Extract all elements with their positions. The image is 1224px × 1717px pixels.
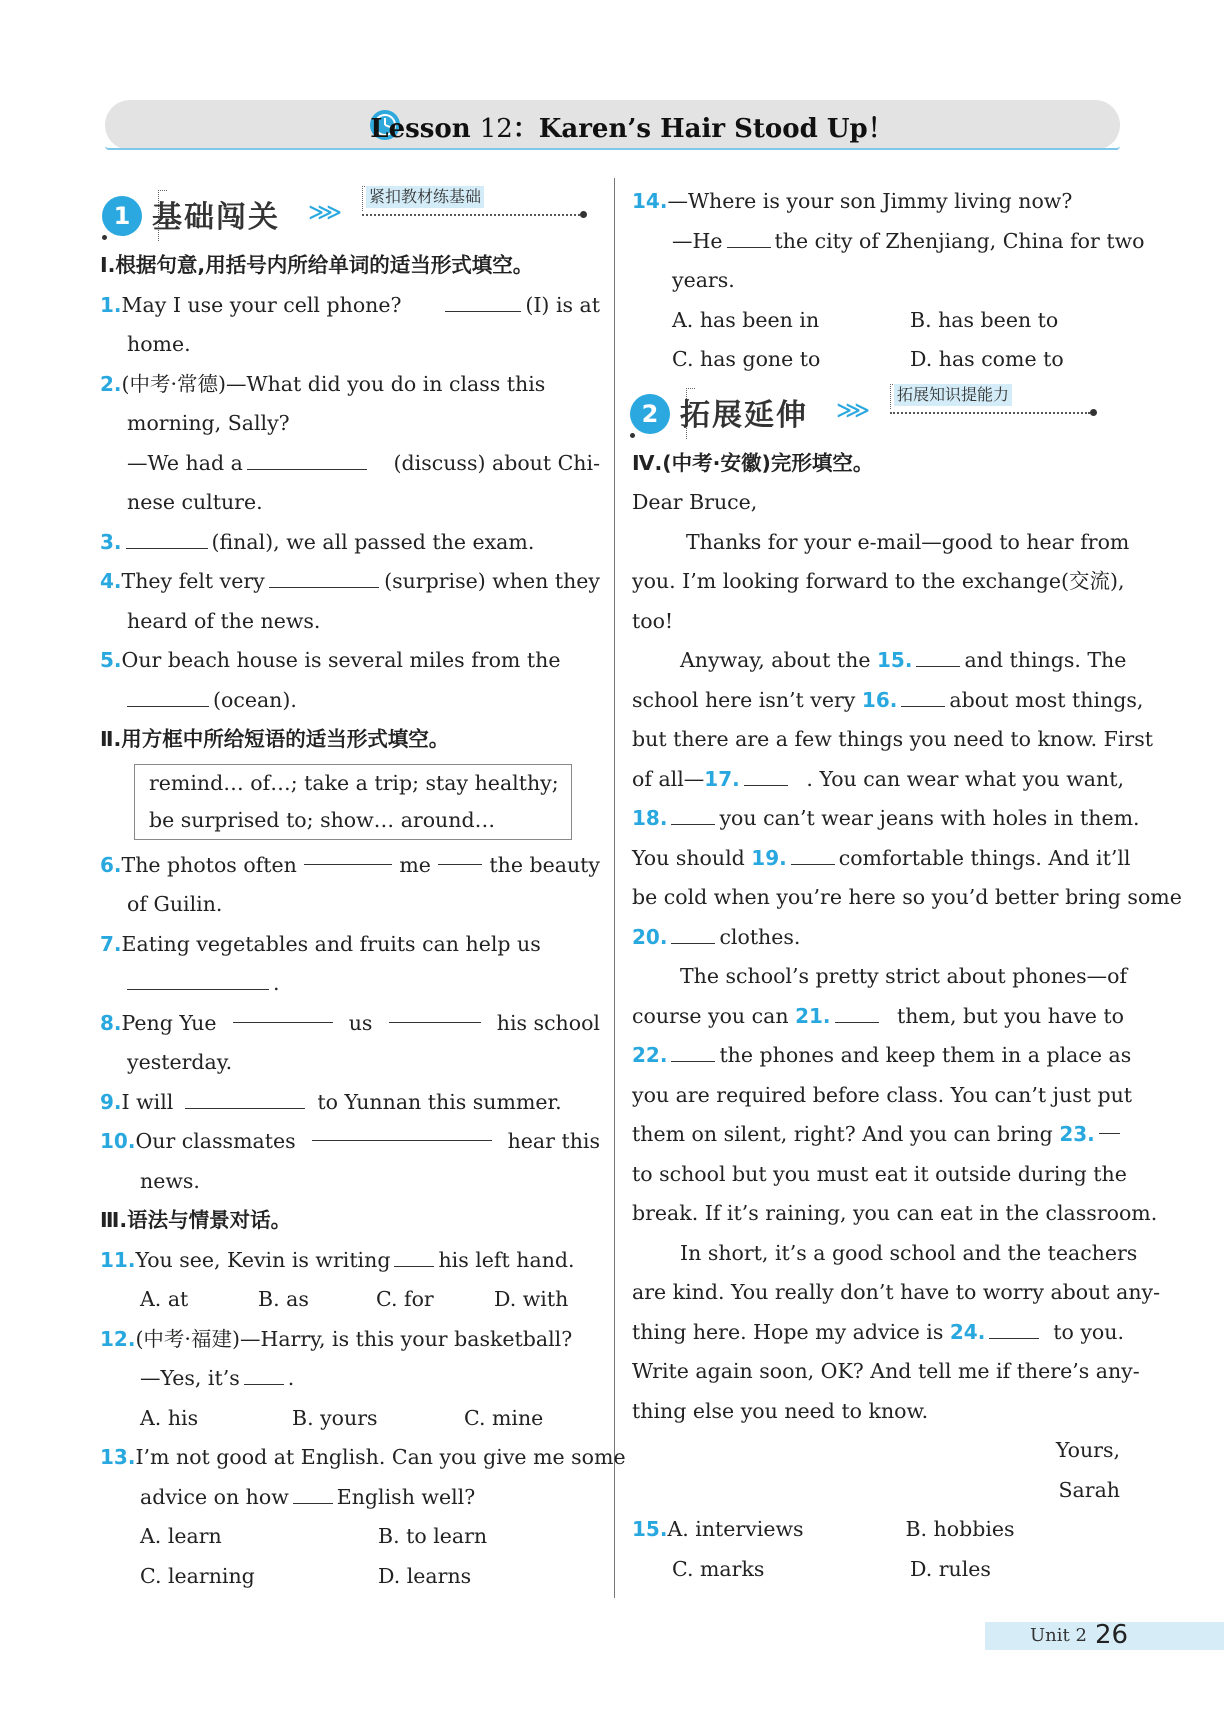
part-2-heading: Ⅱ.用方框中所给短语的适当形式填空。 — [100, 727, 450, 751]
footer-unit-label: Unit 2 — [1030, 1625, 1087, 1646]
answer-blank[interactable] — [293, 1485, 333, 1504]
answer-blank[interactable] — [671, 925, 715, 944]
answer-blank[interactable] — [916, 648, 960, 667]
question-10: 10.Our classmates hear this — [100, 1122, 600, 1162]
question-4-cont: heard of the news. — [127, 608, 321, 633]
letter-line: Anyway, about the 15. and things. The — [680, 648, 1127, 672]
chevrons-icon: ⋙ — [836, 395, 871, 424]
option-d[interactable]: D. rules — [910, 1556, 991, 1581]
answer-blank[interactable] — [185, 1090, 305, 1109]
section-number-badge: 2 — [630, 394, 670, 434]
question-13-cont: advice on how English well? — [140, 1484, 476, 1509]
letter-salutation: Dear Bruce, — [632, 490, 758, 514]
letter-line: You should 19. comfortable things. And it’ll — [632, 845, 1131, 870]
part-1-heading: Ⅰ.根据句意,用括号内所给单词的适当形式填空。 — [100, 253, 534, 277]
question-2: 2.(中考·常德)—What did you do in class this — [100, 371, 546, 396]
option-d[interactable]: D. with — [494, 1287, 569, 1311]
letter-line: too! — [632, 608, 674, 633]
chevrons-icon: ⋙ — [308, 198, 343, 226]
letter-line: thing else you need to know. — [632, 1398, 929, 1423]
section-tag: 拓展知识提能力 — [894, 384, 1012, 406]
letter-line: 18. you can’t wear jeans with holes in them. — [632, 806, 1140, 830]
option-b[interactable]: B. to learn — [378, 1524, 488, 1548]
page-number: 26 — [1095, 1620, 1129, 1650]
option-b[interactable]: B. hobbies — [905, 1517, 1015, 1541]
answer-blank[interactable] — [312, 1122, 492, 1141]
answer-blank[interactable] — [671, 806, 715, 825]
option-c[interactable]: C. marks — [672, 1556, 765, 1581]
phrase-box — [134, 764, 572, 840]
letter-line: them on silent, right? And you can bring 23. — [632, 1115, 1124, 1155]
section-2-heading — [632, 384, 1124, 450]
option-a[interactable]: A. at — [140, 1287, 189, 1311]
answer-blank[interactable] — [269, 569, 379, 588]
answer-blank[interactable] — [394, 1248, 434, 1267]
question-10-cont: news. — [140, 1168, 200, 1193]
option-a[interactable]: A. his — [140, 1405, 199, 1430]
option-a[interactable]: A. has been in — [672, 307, 820, 332]
letter-line: Thanks for your e-mail—good to hear from — [686, 529, 1130, 554]
option-b[interactable]: B. has been to — [910, 307, 1059, 332]
question-2-line4: nese culture. — [127, 490, 263, 514]
question-14-options-row1 — [632, 301, 1124, 341]
letter-line: The school’s pretty strict about phones—of — [680, 964, 1128, 988]
question-13: 13.I’m not good at English. Can you give me some — [100, 1445, 626, 1469]
letter-line: In short, it’s a good school and the teachers — [680, 1240, 1138, 1265]
question-4: 4.They felt very (surprise) when they — [100, 569, 600, 593]
answer-blank[interactable] — [727, 229, 771, 248]
question-2-line3: —We had a (discuss) about Chi- — [127, 450, 600, 475]
section-title: 基础闯关 — [152, 200, 280, 235]
answer-blank[interactable] — [901, 688, 945, 707]
letter-closing: Yours, — [1055, 1438, 1120, 1462]
letter-line: course you can 21. them, but you have to — [632, 1003, 1124, 1028]
answer-blank[interactable] — [244, 1366, 284, 1385]
question-6-cont: of Guilin. — [127, 892, 223, 916]
question-5: 5.Our beach house is several miles from the — [100, 648, 561, 672]
question-2-line2: morning, Sally? — [127, 411, 290, 435]
letter-signature: Sarah — [1058, 1477, 1120, 1502]
question-12: 12.(中考·福建)—Harry, is this your basketball? — [100, 1326, 573, 1351]
answer-blank[interactable] — [304, 846, 392, 865]
option-a[interactable]: A. interviews — [667, 1517, 804, 1541]
letter-line: thing here. Hope my advice is 24. to you. — [632, 1319, 1124, 1344]
question-12-options — [100, 1399, 600, 1439]
question-7-cont: . — [100, 964, 600, 1004]
option-a[interactable]: A. learn — [140, 1524, 222, 1548]
question-13-options-row1 — [100, 1517, 600, 1557]
part-4-heading: Ⅳ.(中考·安徽)完形填空。 — [632, 450, 874, 475]
lesson-title: Lesson 12：Karen’s Hair Stood Up！ — [370, 114, 894, 144]
section-title: 拓展延伸 — [680, 397, 808, 433]
option-b[interactable]: B. yours — [292, 1405, 378, 1430]
answer-blank[interactable] — [835, 1004, 879, 1023]
question-9: 9.I will to Yunnan this summer. — [100, 1089, 562, 1114]
question-5-cont: (ocean). — [100, 681, 600, 721]
question-8-cont: yesterday. — [127, 1050, 233, 1074]
question-8: 8.Peng Yue us his school — [100, 1004, 600, 1044]
answer-blank[interactable] — [389, 1004, 481, 1023]
option-d[interactable]: D. learns — [378, 1563, 472, 1588]
letter-line: are kind. You really don’t have to worry about any- — [632, 1280, 1161, 1304]
question-14-line3: years. — [672, 268, 735, 292]
letter-line: you. I’m looking forward to the exchange(交流), — [632, 569, 1125, 593]
answer-blank[interactable] — [127, 971, 269, 990]
question-14-options-row2 — [632, 340, 1124, 380]
column-divider — [614, 178, 615, 1598]
letter-line: Write again soon, OK? And tell me if there’s any- — [632, 1359, 1140, 1383]
question-6: 6.The photos often me the beauty — [100, 846, 600, 886]
right-column — [632, 182, 1182, 1589]
answer-blank[interactable] — [126, 530, 208, 549]
letter-line: 22. the phones and keep them in a place as — [632, 1043, 1132, 1067]
letter-line: of all—17. . You can wear what you want, — [632, 766, 1124, 791]
answer-blank[interactable] — [791, 846, 835, 865]
question-15-options-row2 — [632, 1550, 1124, 1590]
question-1: 1.May I use your cell phone? (I) is at — [100, 292, 600, 317]
left-column — [100, 187, 626, 1596]
section-tag: 紧扣教材练基础 — [366, 186, 484, 208]
answer-blank[interactable] — [989, 1320, 1039, 1339]
option-d[interactable]: D. has come to — [910, 347, 1064, 371]
question-11: 11.You see, Kevin is writing his left hand. — [100, 1247, 575, 1272]
option-c[interactable]: C. has gone to — [672, 347, 821, 371]
answer-blank[interactable] — [438, 846, 482, 865]
question-14-line2: —He the city of Zhenjiang, China for two — [672, 228, 1145, 253]
letter-line: school here isn’t very 16. about most things, — [632, 687, 1144, 712]
answer-blank[interactable] — [671, 1043, 715, 1062]
question-12-cont: —Yes, it’s . — [140, 1366, 295, 1390]
answer-blank[interactable] — [445, 293, 521, 312]
letter-line: break. If it’s raining, you can eat in the classroom. — [632, 1201, 1158, 1225]
letter-line: be cold when you’re here so you’d better bring some — [632, 885, 1182, 909]
question-3: 3. (final), we all passed the exam. — [100, 529, 535, 554]
answer-blank[interactable] — [247, 451, 367, 470]
phrase-box-line: remind… of…; take a trip; stay healthy; — [149, 770, 559, 795]
option-c[interactable]: C. for — [376, 1287, 434, 1311]
option-c[interactable]: C. mine — [464, 1405, 544, 1430]
question-14: 14.—Where is your son Jimmy living now? — [632, 189, 1073, 213]
section-1-heading — [100, 187, 600, 252]
question-7: 7.Eating vegetables and fruits can help us — [100, 931, 541, 956]
letter-line: you are required before class. You can’t just put — [632, 1082, 1133, 1107]
phrase-box-line: be surprised to; show… around… — [149, 807, 496, 832]
answer-blank[interactable] — [233, 1004, 333, 1023]
section-number-badge: 1 — [102, 196, 142, 236]
letter-line: 20. clothes. — [632, 924, 801, 949]
banner-underline — [105, 146, 1120, 150]
question-13-options-row2 — [100, 1557, 600, 1597]
question-15-options-row1: 15.A. interviews B. hobbies — [632, 1510, 1124, 1550]
question-11-options — [100, 1280, 600, 1320]
answer-blank[interactable] — [127, 688, 209, 707]
answer-blank[interactable] — [1099, 1115, 1120, 1134]
option-b[interactable]: B. as — [258, 1287, 309, 1311]
option-c[interactable]: C. learning — [140, 1563, 255, 1588]
question-1-cont: home. — [127, 332, 191, 356]
letter-line: to school but you must eat it outside during the — [632, 1161, 1127, 1186]
answer-blank[interactable] — [744, 767, 788, 786]
letter-line: but there are a few things you need to know. First — [632, 727, 1153, 751]
part-3-heading: Ⅲ.语法与情景对话。 — [100, 1208, 292, 1232]
